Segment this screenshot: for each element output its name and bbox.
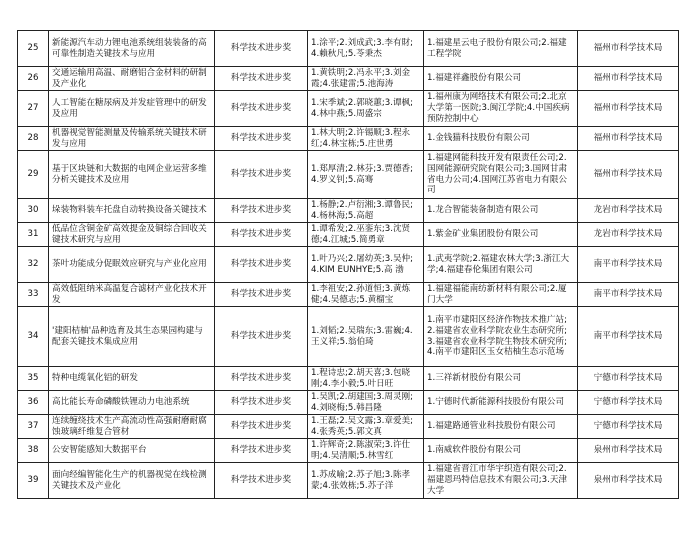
contributors: 1.林大明;2.许锡顺;3.程永红;4.林宝栋;5.庄世勇 <box>308 127 424 151</box>
row-number: 36 <box>18 391 49 415</box>
row-number: 31 <box>18 223 49 247</box>
row-number: 33 <box>18 283 49 307</box>
table-row <box>18 247 679 283</box>
project-name: 高效低阻纳米高温复合滤材产业化技术开发 <box>49 283 215 307</box>
recommending-unit: 南平市科学技术局 <box>578 247 679 283</box>
row-number: 28 <box>18 127 49 151</box>
organizations: 1.福建福能南纺新材料有限公司;2.厦门大学 <box>424 283 578 307</box>
award-category: 科学技术进步奖 <box>215 283 308 307</box>
organizations: 1.福建省晋江市华宇织造有限公司;2.福建恩玛特信息技术有限公司;3.天津大学 <box>424 463 578 499</box>
project-name: 连续缠绕技术生产高流动性高强耐磨耐腐蚀玻璃纤维复合管材 <box>49 415 215 439</box>
row-number: 26 <box>18 67 49 91</box>
table-row <box>18 31 679 67</box>
recommending-unit: 福州市科学技术局 <box>578 151 679 199</box>
recommending-unit: 福州市科学技术局 <box>578 67 679 91</box>
project-name: 基于区块链和大数据的电网企业运营多维分析关键技术及应用 <box>49 151 215 199</box>
project-name: 交通运输用高温、耐磨铝合金材料的研制及产业化 <box>49 67 215 91</box>
project-name: 公安智能感知大数据平台 <box>49 439 215 463</box>
contributors: 1.黄铁明;2.冯永平;3.刘金霞;4.张建雷;5.池海涛 <box>308 67 424 91</box>
recommending-unit: 泉州市科学技术局 <box>578 463 679 499</box>
project-name: 低品位含铜金矿高效提金及铜综合回收关键技术研究与应用 <box>49 223 215 247</box>
contributors: 1.吴凯;2.胡建国;3.周灵刚;4.刘晓梅;5.韩昌隆 <box>308 391 424 415</box>
award-category: 科学技术进步奖 <box>215 151 308 199</box>
award-category: 科学技术进步奖 <box>215 31 308 67</box>
recommending-unit: 宁德市科学技术局 <box>578 367 679 391</box>
organizations: 1.南威软件股份有限公司 <box>424 439 578 463</box>
table-row <box>18 283 679 307</box>
contributors: 1.苏成喻;2.苏子旭;3.陈孝蒙;4.张效栋;5.苏子洋 <box>308 463 424 499</box>
table-row <box>18 91 679 127</box>
organizations: 1.紫金矿业集团股份有限公司 <box>424 223 578 247</box>
row-number: 32 <box>18 247 49 283</box>
table-row <box>18 127 679 151</box>
organizations: 1.三祥新材股份有限公司 <box>424 367 578 391</box>
table-row <box>18 367 679 391</box>
recommending-unit: 龙岩市科学技术局 <box>578 199 679 223</box>
recommending-unit: 宁德市科学技术局 <box>578 415 679 439</box>
project-name: 面向经编智能化生产的机器视觉在线检测关键技术及产业化 <box>49 463 215 499</box>
contributors: 1.许辉奇;2.陈淑荣;3.许仕明;4.吴清顺;5.林雪红 <box>308 439 424 463</box>
table-row <box>18 223 679 247</box>
project-name: 特种电缆氧化铝的研发 <box>49 367 215 391</box>
contributors: 1.杨静;2.卢衍湘;3.谭鲁民;4.杨林海;5.高超 <box>308 199 424 223</box>
table-row <box>18 391 679 415</box>
contributors: 1.叶乃兴;2.屠幼英;3.吴仲;4.KIM EUNHYE;5.高 渤 <box>308 247 424 283</box>
contributors: 1.程诗忠;2.胡天喜;3.包晓刚;4.李小毅;5.叶日旺 <box>308 367 424 391</box>
organizations: 1.福建星云电子股份有限公司;2.福建工程学院 <box>424 31 578 67</box>
award-category: 科学技术进步奖 <box>215 463 308 499</box>
award-category: 科学技术进步奖 <box>215 91 308 127</box>
organizations: 1.南平市建阳区经济作物技术推广站;2.福建省农业科学院农业生态研究所;3.福建省农业科学院生物技术研究所;4.南平市建阳区玉女桔柚生态示范场 <box>424 307 578 367</box>
project-name: 高比能长寿命磷酸铁锂动力电池系统 <box>49 391 215 415</box>
project-name: '建阳桔柚'品种选育及其生态果园构建与配套关键技术集成应用 <box>49 307 215 367</box>
award-category: 科学技术进步奖 <box>215 247 308 283</box>
contributors: 1.郑厚清;2.林芬;3.贾德香;4.罗义钊;5.高骞 <box>308 151 424 199</box>
recommending-unit: 福州市科学技术局 <box>578 127 679 151</box>
row-number: 25 <box>18 31 49 67</box>
table-row <box>18 199 679 223</box>
organizations: 1.武夷学院;2.福建农林大学;3.浙江大学;4.福建春伦集团有限公司 <box>424 247 578 283</box>
project-name: 人工智能在糖尿病及并发症管理中的研发及应用 <box>49 91 215 127</box>
contributors: 1.涂平;2.刘成武;3.李有財;4.賴秋凡;5.苓秉杰 <box>308 31 424 67</box>
table-row <box>18 463 679 499</box>
award-category: 科学技术进步奖 <box>215 307 308 367</box>
row-number: 29 <box>18 151 49 199</box>
awards-table-page <box>17 30 678 499</box>
table-row <box>18 307 679 367</box>
award-category: 科学技术进步奖 <box>215 199 308 223</box>
recommending-unit: 泉州市科学技术局 <box>578 439 679 463</box>
table-row <box>18 415 679 439</box>
project-name: 机器视觉智能测量及传输系统关键技术研发与应用 <box>49 127 215 151</box>
awards-table <box>17 30 679 499</box>
row-number: 34 <box>18 307 49 367</box>
organizations: 1.福建路通管业科技股份有限公司 <box>424 415 578 439</box>
organizations: 1.福建祥鑫股份有限公司 <box>424 67 578 91</box>
contributors: 1.宋季斌;2.郭晓蕙;3.谭枫;4.林中燕;5.周盛宗 <box>308 91 424 127</box>
contributors: 1.王磊;2.吴文露;3.章爱美;4.张秀英;5.郭文真 <box>308 415 424 439</box>
recommending-unit: 南平市科学技术局 <box>578 307 679 367</box>
award-category: 科学技术进步奖 <box>215 391 308 415</box>
organizations: 1.福建网能科技开发有限责任公司;2.国网能源研究院有限公司;3.国网甘肃省电力公司;4.国网江苏省电力有限公司 <box>424 151 578 199</box>
row-number: 27 <box>18 91 49 127</box>
row-number: 38 <box>18 439 49 463</box>
recommending-unit: 龙岩市科学技术局 <box>578 223 679 247</box>
row-number: 35 <box>18 367 49 391</box>
table-row <box>18 67 679 91</box>
row-number: 30 <box>18 199 49 223</box>
row-number: 37 <box>18 415 49 439</box>
project-name: 垛装物料装车托盘自动转换设备关键技术 <box>49 199 215 223</box>
recommending-unit: 福州市科学技术局 <box>578 91 679 127</box>
recommending-unit: 福州市科学技术局 <box>578 31 679 67</box>
recommending-unit: 宁德市科学技术局 <box>578 391 679 415</box>
table-row <box>18 151 679 199</box>
organizations: 1.福州康为网络技术有限公司;2.北京大学第一医院;3.闽江学院;4.中国疾病预防控制中心 <box>424 91 578 127</box>
award-category: 科学技术进步奖 <box>215 67 308 91</box>
project-name: 新能源汽车动力锂电池系统组装装备的高可靠性制造关键技术与应用 <box>49 31 215 67</box>
table-row <box>18 439 679 463</box>
project-name: 茶叶功能成分促眠效应研究与产业化应用 <box>49 247 215 283</box>
award-category: 科学技术进步奖 <box>215 127 308 151</box>
contributors: 1.刘韬;2.吴瑞东;3.雷巍;4.王义祥;5.翁伯琦 <box>308 307 424 367</box>
organizations: 1.金钱猫科技股份有限公司 <box>424 127 578 151</box>
recommending-unit: 南平市科学技术局 <box>578 283 679 307</box>
award-category: 科学技术进步奖 <box>215 415 308 439</box>
contributors: 1.谭希发;2.巫銮东;3.沈贤德;4.江城;5.简勇章 <box>308 223 424 247</box>
organizations: 1.龙合智能装备制造有限公司 <box>424 199 578 223</box>
award-category: 科学技术进步奖 <box>215 439 308 463</box>
row-number: 39 <box>18 463 49 499</box>
contributors: 1.李祖安;2.孙道恒;3.黄炼健;4.吴德志;5.黄榴宝 <box>308 283 424 307</box>
award-category: 科学技术进步奖 <box>215 223 308 247</box>
award-category: 科学技术进步奖 <box>215 367 308 391</box>
organizations: 1.宁德时代新能源科技股份有限公司 <box>424 391 578 415</box>
awards-table-body <box>18 31 679 499</box>
